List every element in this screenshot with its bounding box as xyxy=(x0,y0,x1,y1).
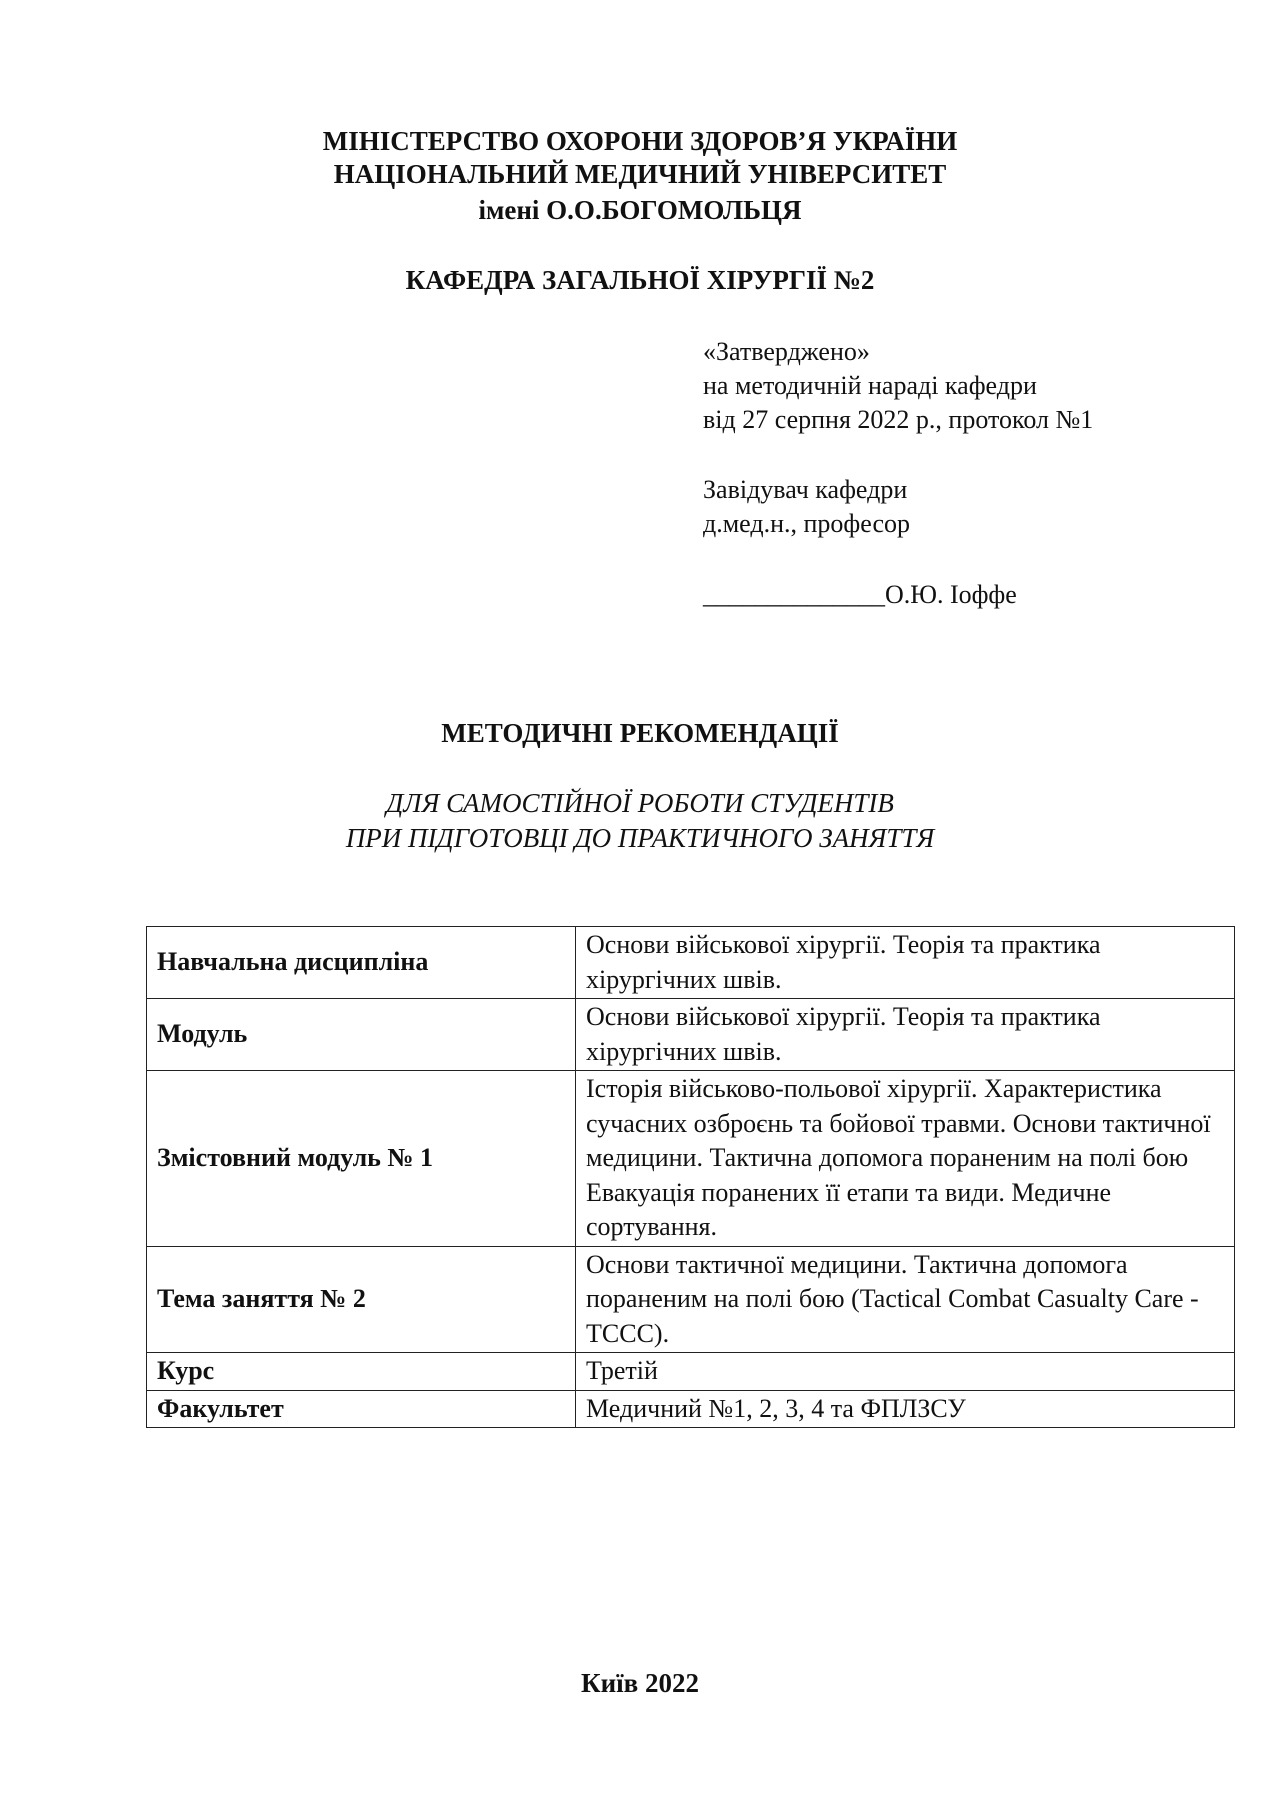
row-label-course: Курс xyxy=(147,1353,576,1391)
signature-line: ______________О.Ю. Іоффе xyxy=(703,580,1017,609)
table-row xyxy=(147,1390,1235,1428)
document-subtitle-line1: ДЛЯ САМОСТІЙНОЇ РОБОТИ СТУДЕНТІВ xyxy=(386,788,894,818)
ministry-heading: МІНІСТЕРСТВО ОХОРОНИ ЗДОРОВ’Я УКРАЇНИ xyxy=(322,126,958,156)
department-heading: КАФЕДРА ЗАГАЛЬНОЇ ХІРУРГІЇ №2 xyxy=(405,265,875,295)
head-of-department-degree: д.мед.н., професор xyxy=(703,509,911,538)
table-row xyxy=(147,1353,1235,1391)
table-row xyxy=(147,927,1235,999)
row-value-lesson-topic: Основи тактичної медицини. Тактична допомога пораненим на полі бою (Tactical Combat Casualty Care - TCCC). xyxy=(576,1246,1235,1353)
row-label-module: Модуль xyxy=(147,999,576,1071)
row-label-discipline: Навчальна дисципліна xyxy=(147,927,576,999)
row-label-content-module: Змістовний модуль № 1 xyxy=(147,1071,576,1247)
document-title: МЕТОДИЧНІ РЕКОМЕНДАЦІЇ xyxy=(441,718,839,748)
approval-meeting: на методичній нараді кафедри xyxy=(703,371,1037,400)
place-and-year: Київ 2022 xyxy=(581,1668,699,1698)
course-info-table xyxy=(146,926,1235,1428)
row-value-content-module: Історія військово-польової хірургії. Характеристика сучасних озброєнь та бойової травми. Основи тактичної медицини. Тактична допомога пораненим на полі бою Евакуація поранених її етапи та види. Медичне сортування. xyxy=(576,1071,1235,1247)
table-row xyxy=(147,1071,1235,1247)
approval-stamp: «Затверджено» xyxy=(703,337,870,366)
table-row xyxy=(147,999,1235,1071)
row-label-faculty: Факультет xyxy=(147,1390,576,1428)
row-value-module: Основи військової хірургії. Теорія та практика хірургічних швів. xyxy=(576,999,1235,1071)
approval-date-protocol: від 27 серпня 2022 р., протокол №1 xyxy=(703,405,1094,434)
table-row xyxy=(147,1246,1235,1353)
university-heading: НАЦІОНАЛЬНИЙ МЕДИЧНИЙ УНІВЕРСИТЕТ xyxy=(333,159,947,189)
row-value-faculty: Медичний №1, 2, 3, 4 та ФПЛЗСУ xyxy=(576,1390,1235,1428)
head-of-department-title: Завідувач кафедри xyxy=(703,475,908,504)
row-label-lesson-topic: Тема заняття № 2 xyxy=(147,1246,576,1353)
row-value-discipline: Основи військової хірургії. Теорія та практика хірургічних швів. xyxy=(576,927,1235,999)
university-named-after: імені О.О.БОГОМОЛЬЦЯ xyxy=(478,195,802,225)
row-value-course: Третій xyxy=(576,1353,1235,1391)
document-subtitle-line2: ПРИ ПІДГОТОВЦІ ДО ПРАКТИЧНОГО ЗАНЯТТЯ xyxy=(345,823,935,853)
